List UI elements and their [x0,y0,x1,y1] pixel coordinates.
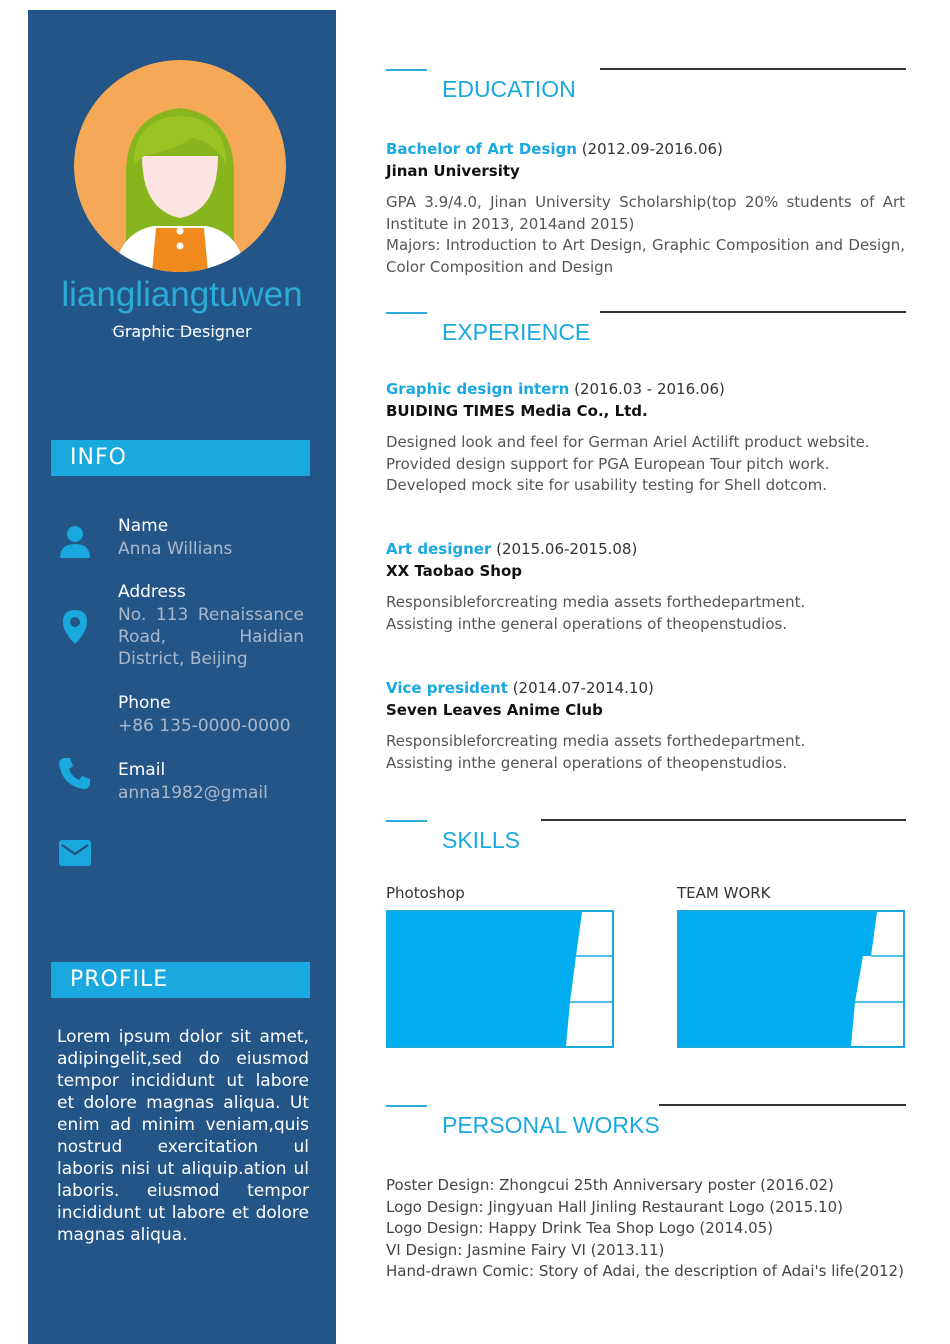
skills-heading: SKILLS [442,827,520,853]
education-dates: (2012.09-2016.06) [576,140,723,158]
avatar [74,60,286,272]
job-dates: (2015.06-2015.08) [491,540,638,558]
job-company: Seven Leaves Anime Club [386,701,603,719]
skill-label: Photoshop [386,884,465,902]
education-rule [600,68,906,70]
address-value: No. 113 Renaissance Road, Haidian District, Beijing [118,605,304,669]
phone-label: Phone [118,693,171,713]
works-accent-line [386,1105,427,1107]
skill-bars-graphic [388,912,612,1046]
skills-rule [541,819,906,821]
job-position: Art designer [386,540,492,558]
job-dates: (2016.03 - 2016.06) [569,380,725,398]
experience-heading: EXPERIENCE [442,319,591,345]
address-label: Address [118,582,186,602]
main-content [386,0,906,1344]
job-detail-line: Responsibleforcreating media assets forthedepartment. [386,593,806,611]
job-title-line [386,540,637,558]
works-list [386,1175,905,1283]
job-company: XX Taobao Shop [386,562,522,580]
job-title-line [386,679,654,697]
profile-section-bar: PROFILE [51,962,310,998]
email-label: Email [118,760,166,780]
works-item: Poster Design: Zhongcui 25th Anniversary poster (2016.02) [386,1176,834,1194]
education-accent-line [386,69,427,71]
job-details [386,731,905,774]
mail-icon [56,834,94,872]
education-details [386,192,905,278]
works-heading: PERSONAL WORKS [442,1112,660,1138]
skill-level-chart [677,910,905,1048]
job-detail-line: Responsibleforcreating media assets forthedepartment. [386,732,806,750]
works-item: Hand-drawn Comic: Story of Adai, the description of Adai's life(2012) [386,1262,904,1281]
job-detail-line: Designed look and feel for German Ariel Actilift product website. [386,433,870,451]
job-details [386,432,905,497]
skills-accent-line [386,820,427,822]
job-title: Graphic Designer [112,322,252,341]
education-heading: EDUCATION [442,76,576,102]
job-detail-line: Developed mock site for usability testing for Shell dotcom. [386,476,827,495]
works-item: Logo Design: Happy Drink Tea Shop Logo (2014.05) [386,1219,774,1238]
job-position: Graphic design intern [386,380,570,398]
skill-bars-graphic [679,912,903,1046]
works-item: VI Design: Jasmine Fairy VI (2013.11) [386,1240,665,1259]
job-details [386,592,905,635]
experience-rule [600,311,906,313]
education-degree-line [386,140,723,158]
education-detail-line: Majors: Introduction to Art Design, Graphic Composition and Design, Color Composition and Design [386,236,905,276]
education-school: Jinan University [386,162,520,180]
location-pin-icon [56,608,94,646]
phone-icon [56,754,94,792]
skill-label: TEAM WORK [677,884,771,902]
job-company: BUIDING TIMES Media Co., Ltd. [386,402,648,420]
phone-value: +86 135-0000-0000 [118,716,291,736]
job-detail-line: Assisting inthe general operations of theopenstudios. [386,753,788,772]
profile-text: Lorem ipsum dolor sit amet, adipingelit,sed do eiusmod tempor incididunt ut labore et dolore magnas aliqua. Ut enim ad minim veniam,quis nostrud exercitation ul laboris nisi ut aliquip.ation ul laboris. eiusmod tempor incididunt ut labore et dolore magnas aliqua. [57,1027,309,1245]
works-rule [659,1104,906,1106]
email-value: anna1982@gmail [118,783,268,803]
education-detail-line: GPA 3.9/4.0, Jinan University Scholarship(top 20% students of Art Institute in 2013, 2014and 2015) [386,193,905,233]
experience-accent-line [386,312,427,314]
sidebar [28,10,336,1344]
works-item: Logo Design: Jingyuan Hall Jinling Restaurant Logo (2015.10) [386,1197,843,1216]
skill-level-chart [386,910,614,1048]
job-position: Vice president [386,679,508,697]
education-degree: Bachelor of Art Design [386,140,577,158]
job-title-line [386,380,725,398]
user-icon [56,522,94,560]
person-name: liangliangtuwen [61,275,303,314]
name-value: Anna Willians [118,539,233,559]
job-detail-line: Assisting inthe general operations of theopenstudios. [386,614,788,633]
avatar-girl-illustration [74,60,286,272]
job-dates: (2014.07-2014.10) [507,679,654,697]
name-label: Name [118,516,169,536]
job-detail-line: Provided design support for PGA European Tour pitch work. [386,454,830,473]
info-section-bar: INFO [51,440,310,476]
